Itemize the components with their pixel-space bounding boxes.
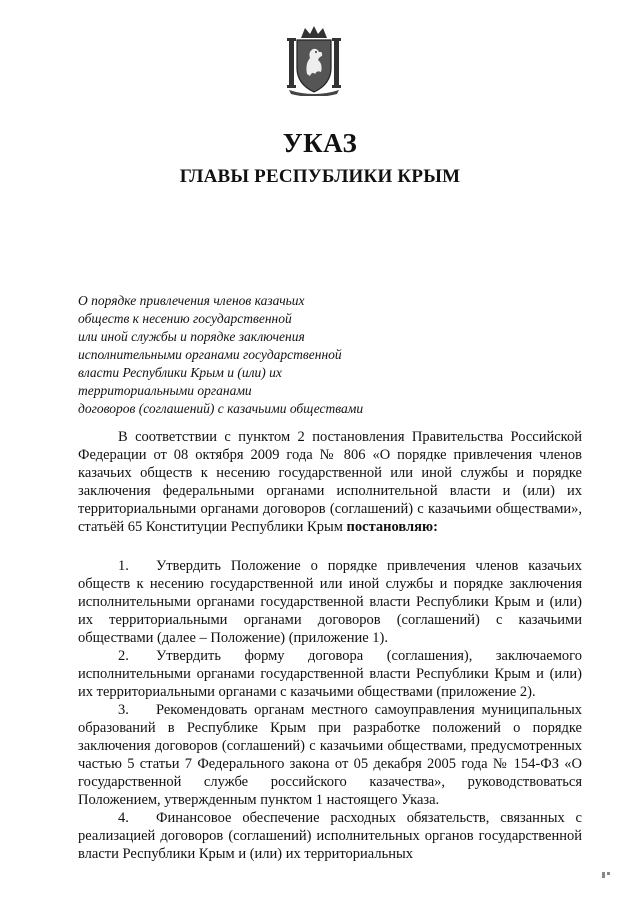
subject-line: договоров (соглашений) с казачьими обществами <box>78 401 364 416</box>
preamble-paragraph <box>78 428 582 536</box>
subject-line: обществ к несению государственной <box>78 311 292 326</box>
item-text: Финансовое обеспечение расходных обязательств, связанных с реализацией договоров (соглашений) исполнительных органов государственной власти Республики Крым и (или) их территориальных <box>78 810 582 862</box>
decree-items <box>78 557 582 863</box>
decree-colon: : <box>433 519 438 535</box>
item-number: 3. <box>118 702 129 718</box>
decree-subject <box>78 292 438 418</box>
item-number: 4. <box>118 810 129 826</box>
list-item <box>78 809 582 863</box>
crimea-coat-of-arms-icon <box>283 24 345 96</box>
list-item <box>78 647 582 701</box>
subject-line: О порядке привлечения членов казачьих <box>78 293 305 308</box>
scan-mark <box>601 872 615 876</box>
document-subtitle: ГЛАВЫ РЕСПУБЛИКИ КРЫМ <box>179 166 461 187</box>
item-number: 2. <box>118 648 129 664</box>
item-number: 1. <box>118 558 129 574</box>
list-item <box>78 701 582 809</box>
document-title: УКАЗ <box>282 128 358 158</box>
subject-line: или иной службы и порядке заключения <box>78 329 305 344</box>
item-text: Утвердить форму договора (соглашения), заключаемого исполнительными органами государственной власти Республики Крым и (или) их территориальными органами с казачьими обществами (приложение 2). <box>78 648 582 700</box>
subject-line: исполнительными органами государственной <box>78 347 342 362</box>
subject-line: территориальными органами <box>78 383 252 398</box>
decree-word: постановляю <box>346 519 434 535</box>
preamble <box>78 428 582 536</box>
preamble-text: В соответствии с пунктом 2 постановления Правительства Российской Федерации от 08 октября 2009 года № 806 «О порядке привлечения членов казачьих обществ к несению государственной или иной службы и порядке заключения федеральными органами исполнительной власти и (или) их территориальными органами договоров (соглашений) с казачьими обществами», статьёй 65 Конституции Республики Крым <box>78 429 582 535</box>
item-text: Рекомендовать органам местного самоуправления муниципальных образований в Республике Крым при разработке положений о порядке заключения договоров (соглашений) с казачьими обществами, предусмотренных частью 5 статьи 7 Федерального закона от 05 декабря 2005 года № 154-ФЗ «О государственной службе российского казачества», руководствоваться Положением, утвержденным пунктом 1 настоящего Указа. <box>78 702 582 808</box>
list-item <box>78 557 582 647</box>
item-text: Утвердить Положение о порядке привлечения членов казачьих обществ к несению государственной или иной службы и порядке заключения исполнительными органами государственной власти Республики Крым и (или) их территориальными органами договоров (соглашений) с казачьими обществами (далее – Положение) (приложение 1). <box>78 558 582 646</box>
subject-line: власти Республики Крым и (или) их <box>78 365 282 380</box>
